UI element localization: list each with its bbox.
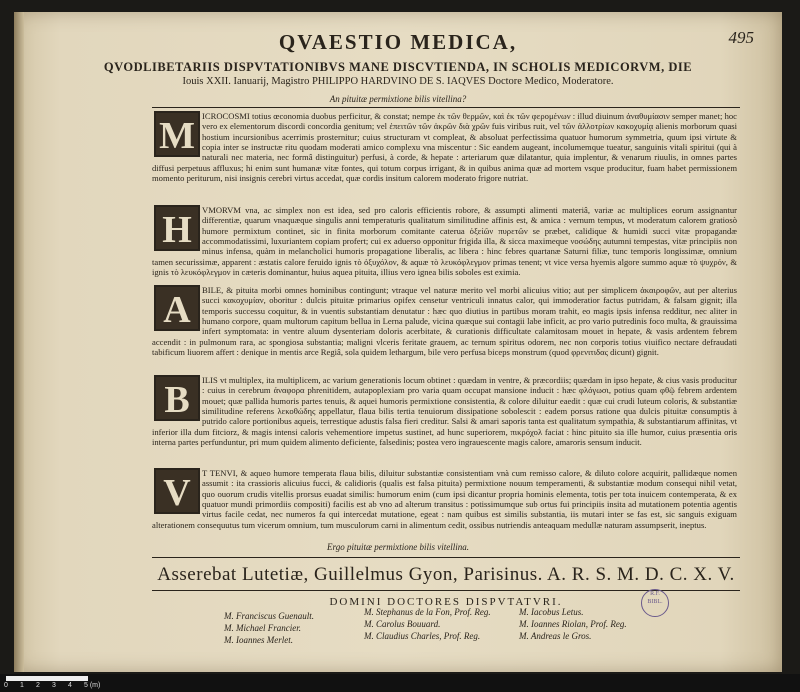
doctors-column-3 xyxy=(519,606,627,642)
scale-label: 5 (m) xyxy=(84,682,101,689)
doctor-name: M. Franciscus Guenault. xyxy=(224,611,314,621)
doctors-column-1 xyxy=(224,610,314,646)
paragraph-4: ILIS vt multiplex, ita multiplicem, ac varium generationis locum obtinet : quædam in ventre, & præcordiis; quædam in ipso hepate, & cius vasis producitur : cuius in cerebrum ἀναφορα phrenitidem, autapoplexiam pro varia quam occupat mansione inducit : hæc φλόγωσι, potius quam φθῷ febrem ardentem mouet; quæ pallida humoris partes tenuis, & aquei humoris permixtione consistentia, & colore diluitur eaedit : quæ cui crudi luteum coloris, & substantiæ similitudine referens λεκοθώδης appellatur, flaua bilis tertia tenuiorum dissipatione sobolescit : eadem porsus ratione qua dulcis pituitæ consumptis à putrido calore portionibus aqueis, terrestique adustis falsa fieri creditur. Salsi & amari saporis tanta est qualitatum sympathia, & substantiarum affinitas, vt inferior illa dum fitciorz, & magis intensi caloris vehementiore impetus sustinet, ad hunc superiorem, πικρόχολ faciat : hinc pituito sia ille humor, cuius præsentia oris interna partes perfunduntur, pri mum quidem alimento deficiente, falsedinis; postea vero ingrauescente magis calore, amaroris sensum inducit. xyxy=(152,375,737,448)
initial-a: A xyxy=(154,285,200,331)
library-stamp: R.F. BIBL. xyxy=(641,589,669,617)
paragraph-3: BILE, & pituita morbi omnes hominibus contingunt; vtraque vel naturæ merito vel morbi alicuius vitio; aut per simplicem ἀκαιροφῶν, aut per alterius succi κακοχυμίαν, oboritur : dulcis pituitæ primarius opifex censetur ventriculi innatus calor, qui immoderatior factus putridam, & falsam gignit; illa temporis successu coquitur, & in vuentis substantiam denutatur : hæc quo diutius in partibus moram trahit, eo magis ipsis infensa redditur, nec aliter in humano corpore, quam multorum capitum bellua in Lerna palude, vicina quæque sui contagii labe inficit, ac pro vario putredinis foco multa, & grauissima infert symptomata: in ventre aluum dysenteriam doloris acerbitate, & curationis difficultate calamitosam mouet in hepate, & vasis ardentem febrem accendit : in pulmonum rara, ac spongiosa substantia; maligni vlceris feritate grauem, ac ternum spiritus odorem, nec non corporis totius viuifico nectare defraudati tabificum liuorem affert : denique in mentis arce Regiâ, sola quidem lethargum, bile vero perfusa biceps monstrum (quod φρενιτιδας dicunt) gignit. xyxy=(152,285,737,358)
doctors-header: DOMINI DOCTORES DISPVTATVRI. xyxy=(329,596,563,608)
initial-b: B xyxy=(154,375,200,421)
initial-m: M xyxy=(154,111,200,157)
conclusion: Ergo pituitæ permixtione bilis vitellina. xyxy=(327,542,469,552)
subtitle-moderator: Iouis XXII. Ianuarij, Magistro PHILIPPO HARDVINO DE S. IAQVES Doctore Medico, Moderatore. xyxy=(182,76,614,87)
asserebat-line: Asserebat Lutetiæ, Guillelmus Gyon, Parisinus. A. R. S. M. D. C. X. V. xyxy=(157,564,735,585)
page-title: QVAESTIO MEDICA, xyxy=(278,30,518,54)
scale-label: 0 xyxy=(4,682,8,689)
scale-label: 2 xyxy=(36,682,40,689)
doctor-name: M. Ioannes Merlet. xyxy=(224,635,293,645)
rule-middle xyxy=(152,557,740,558)
doctor-name: M. Claudius Charles, Prof. Reg. xyxy=(364,631,481,641)
scale-bar xyxy=(0,674,800,692)
doctors-column-2 xyxy=(364,606,491,642)
scale-bar-ruler xyxy=(6,676,88,681)
book-page xyxy=(14,12,782,672)
paragraph-1: ICROCOSMI totius œconomia duobus perficitur, & constat; nempe ἐκ τῶν θερμῶν, καὶ ἐκ τῶν φερομένων : illud diuinum ἀναθυμίασιν semper manet; hoc vero ex elementorum discordi concordia genitum; vel ἐπειτῶν τῶν ἀκρῶν διὰ χρῶν fuis viribus ruit, vel τῶν ἀλλοτρίων κακοχυμίᾳ alienis morborum quasi hostium incursionibus acerrimis prosternitur; cuius structuram vt compleat, & absoluat perfectissima quatuor humorum symmetria, quum ipsi virtute & copia inter se instructæ ritu quodam moderati amico complexu vna miscentur : Sic eandem augeant, incolumemque tueatur, sanguinis vitali spiritui (qui à naturali nec materia, nec formâ distinguitur) perfusi, à corde, & hepate : arteriarum quæ dilatantur, quia implentur, & venarum riuulis, in omnes partes diffusi perpetuus affluxus; hi enim sunt humanæ vitæ fontes, qui totum corpus irrigant, & in quibus anima quæ ad mortem vsque producitur, fuam habet permissionem momento periturum, nisi insignis cerebri virtus accedat, quæ cordis insitum calorem moderato frigore nutriat. xyxy=(152,111,737,184)
page-number: 495 xyxy=(728,28,754,47)
subtitle: QVODLIBETARIIS DISPVTATIONIBVS MANE DISCVTIENDA, IN SCHOLIS MEDICORVM, DIE xyxy=(103,60,693,74)
rule-top xyxy=(152,107,740,108)
paragraph-2: VMORVM vna, ac simplex non est idea, sed pro caloris efficientis robore, & assumpti alimenti materiâ, variæ ac multiplices eorum assignantur differentiæ, quarum vnaquæque singulis anni temperaturis qualitatum similitudine affinis est, & amica : vernum tempus, vt moderatum calorem gratiosò humore permixtum continet, sic in finita morborum comitante caterua ὀξείῶν πυρετῶν se præbet, calidique & humidi succi vitæ propagandæ accommodatissimi, luxuriantem copiam profert; cui ex aduerso opponitur frigida illa, & sicca maximeque νοσώδης autumni tempestas, vitæ principiis non minus infensa, quàm in melancholici humoris propagatione liberalis, ac libera : hinc febres quartanæ Saturni filiæ, tunc temporis longissimæ, omnium tamen securissimæ, apparent : æstatis calore feruido ignis τὸ ὀξυχόλον, & aquæ τὸ λευκόφλεγμον primas tenent; vt vice versa hyemis algore summo aquæ τὸ ψυχρόν, & ignis τὸ λευκόφλεγμον in cæteris dominantur, huius aquea pituita, illius vero ignea bilis soboles est eximia. xyxy=(152,205,737,278)
doctor-name: M. Carolus Bouuard. xyxy=(364,619,441,629)
question-heading: An pituitæ permixtione bilis vitellina? xyxy=(329,94,467,104)
initial-v: V xyxy=(154,468,200,514)
doctor-name: M. Stephanus de la Fon, Prof. Reg. xyxy=(364,607,491,617)
scale-label: 4 xyxy=(68,682,72,689)
scale-label: 1 xyxy=(20,682,24,689)
scale-label: 3 xyxy=(52,682,56,689)
paragraph-5: T TENVI, & aqueo humore temperata flaua bilis, diluitur substantiæ consistentiam vnà cum remisso calore, & diluto colore acquirit, pallidæque nomen assumit : ita crassioris alicuius fucci, & calidioris (qualis est falsa pituita) permixtione nouum temperamenti, & substantiæ modum consequi nihil vetat, quo ouorum crudis vitellis prorsus euadat similis: humorum enim (cum ipsi dicantur propria hominis elementa, totis per tota inuicem contemperata, & ex quatuor mundi primordiis compositi) facilis est ab vno ad alterum transitus : potissimumque sub ortus fui principiis insita ad mutationem potentia agentis virtus facile cedat, nec numeros fa qui intercedat mutatione, egeat : nam quibus est similis substantia, iis mutari inter se fas est, sic sanguis exiguam alterationem consequutus tum vicerum omnium, tum musculorum carni in alimentum cedit, ossibus nutriendis anteaquam medullæ naturam assumpserit, ineptus. xyxy=(152,468,737,530)
book-spine xyxy=(14,12,24,672)
doctor-name: M. Andreas le Gros. xyxy=(519,631,592,641)
doctor-name: M. Ioannes Riolan, Prof. Reg. xyxy=(519,619,627,629)
doctor-name: M. Iacobus Letus. xyxy=(519,607,584,617)
initial-h: H xyxy=(154,205,200,251)
doctor-name: M. Michael Francier. xyxy=(224,623,301,633)
